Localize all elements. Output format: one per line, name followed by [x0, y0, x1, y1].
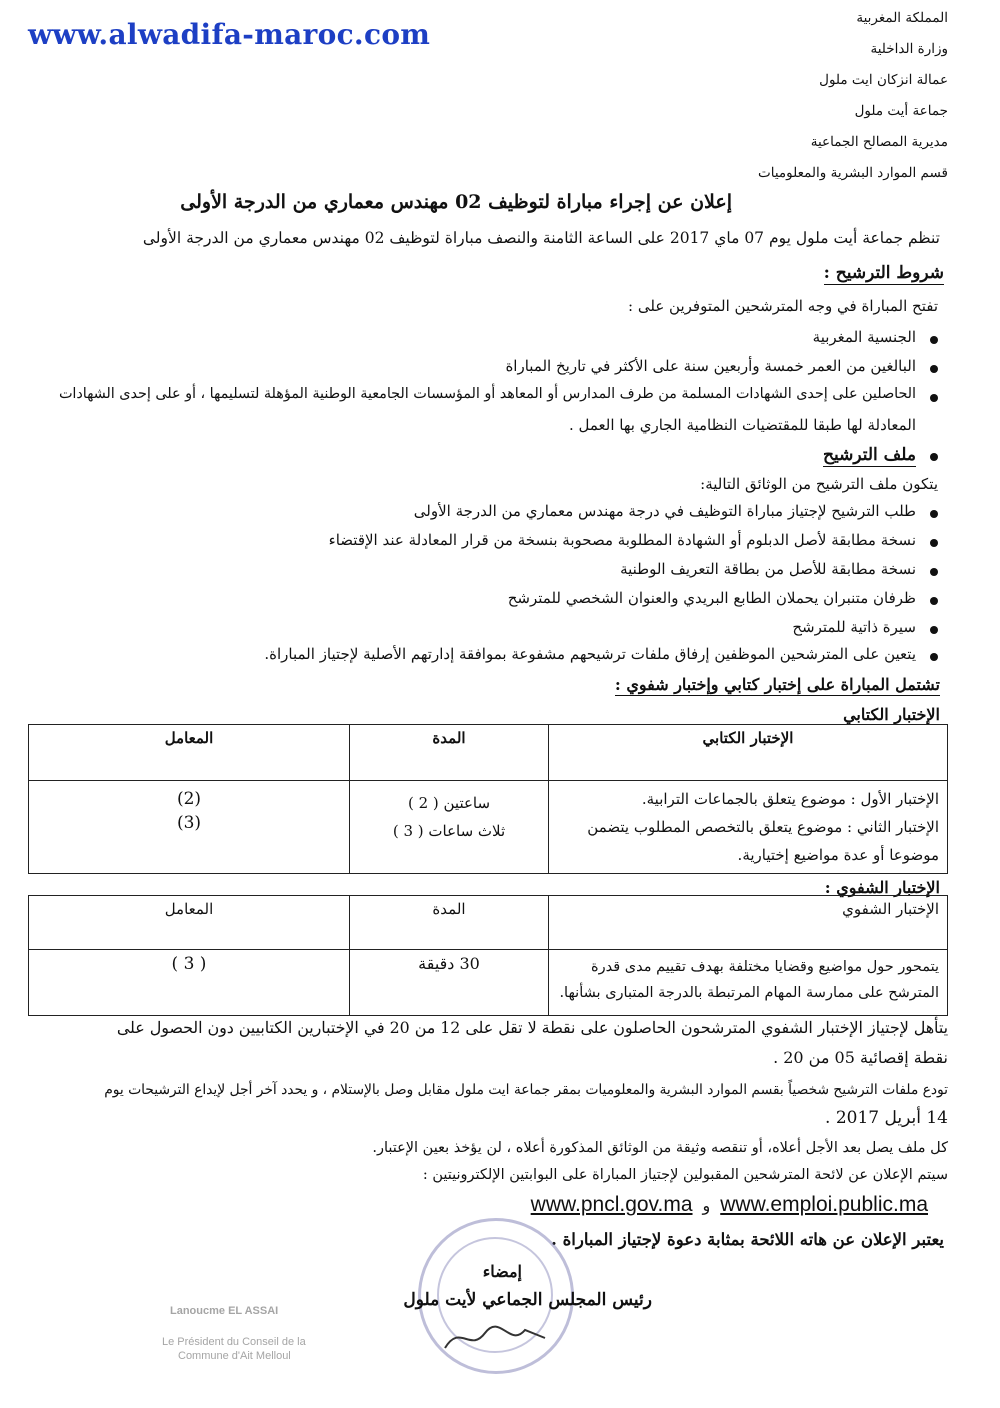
- file-item: نسخة مطابقة لأصل الدبلوم أو الشهادة المطلوبة مصحوبة بنسخة من قرار المعادلة عند الإقتضاء: [328, 531, 916, 549]
- header-directorate: مديرية المصالح الجماعية: [810, 134, 948, 150]
- oral-duration: 30 دقيقة: [350, 950, 549, 1016]
- invitation-note: يعتبر الإعلان عن هاته اللائحة بمثابة دعوة لإجتياز المباراة .: [551, 1230, 944, 1249]
- written-test-2-continued: موضوعا أو عدة مواضيع إختيارية.: [737, 846, 939, 864]
- written-test-table: [28, 724, 948, 874]
- file-item: سيرة ذاتية للمترشح: [792, 618, 916, 636]
- file-item: طلب الترشيح لإجتياز مباراة التوظيف في درجة مهندس معماري من الدرجة الأولى: [413, 502, 916, 520]
- deposit-line-1: تودع ملفات الترشيح شخصياً بقسم الموارد البشرية والمعلوميات بمقر جماعة ايت ملول مقابل وصل بالإستلام ، و يحدد آخر أجل لإيداع الترشيحات يوم: [104, 1082, 948, 1098]
- file-lead: يتكون ملف الترشيح من الوثائق التالية:: [700, 475, 938, 493]
- conditions-heading: شروط الترشيح :: [823, 263, 944, 283]
- faded-stamp-line-2: Commune d'Ait Melloul: [178, 1350, 291, 1362]
- oral-col-coefficient: المعامل: [29, 896, 350, 950]
- header-ministry: وزارة الداخلية: [870, 41, 948, 57]
- header-prefecture: عمالة انزكان ايت ملول: [819, 72, 948, 88]
- written-coefficient-1: (2): [176, 789, 202, 809]
- eligibility-line-1: يتأهل لإجتياز الإختبار الشفوي المترشحون الحاصلون على نقطة لا تقل على 12 من 20 في الإختبارين الكتابيين دون الحصول على: [116, 1018, 948, 1037]
- written-duration-1: ساعتين ( 2 ): [407, 794, 491, 812]
- eligibility-line-2: نقطة إقصائية 05 من 20 .: [773, 1048, 948, 1067]
- written-test-1: الإختبار الأول : موضوع يتعلق بالجماعات الترابية.: [641, 790, 939, 808]
- websites-conjunction: و: [702, 1196, 711, 1215]
- oral-description-cell: [549, 950, 948, 1016]
- condition-item: الجنسية المغربية: [812, 328, 916, 346]
- written-duration-2: ثلاث ساعات ( 3 ): [392, 822, 506, 840]
- watermark-url: www.alwadifa-maroc.com: [28, 18, 431, 51]
- conditions-lead: تفتح المباراة في وجه المترشحين المتوفرين على :: [628, 297, 938, 315]
- late-files-note: كل ملف يصل بعد الأجل أعلاه، أو تنقصه وثيقة من الوثائق المذكورة أعلاه ، لن يؤخذ بعين الإعتبار.: [372, 1140, 948, 1156]
- deposit-line-2: 14 أبريل 2017 .: [825, 1108, 948, 1128]
- condition-item: البالغين من العمر خمسة وأربعين سنة على الأكثر في تاريخ المباراة: [505, 357, 916, 375]
- written-test-2: الإختبار الثاني : موضوع يتعلق بالتخصص المطلوب يتضمن: [587, 818, 939, 836]
- file-item: ظرفان متنبران يحملان الطابع البريدي والعنوان الشخصي للمترشح: [507, 589, 916, 607]
- condition-item-continued: المعادلة لها طبقا للمقتضيات النظامية الجاري بها العمل .: [568, 416, 916, 434]
- website-emploi-link[interactable]: www.emploi.public.ma: [720, 1193, 928, 1216]
- header-kingdom: المملكة المغربية: [856, 10, 948, 26]
- written-col-duration: المدة: [350, 725, 549, 781]
- written-durations-cell: [350, 781, 549, 874]
- intro-line: تنظم جماعة أيت ملول يوم 07 ماي 2017 على الساعة الثامنة والنصف مباراة لتوظيف 02 مهندس معماري من الدرجة الأولى: [142, 229, 940, 247]
- faded-stamp-name: Lanoucme EL ASSAI: [170, 1305, 279, 1317]
- written-col-coefficient: المعامل: [29, 725, 350, 781]
- written-coefficients-cell: [29, 781, 350, 874]
- exam-heading: تشتمل المباراة على إختبار كتابي وإختبار شفوي :: [614, 675, 940, 694]
- file-heading: ملف الترشيح: [822, 445, 916, 465]
- website-pncl-link[interactable]: www.pncl.gov.ma: [530, 1193, 693, 1216]
- oral-col-test: الإختبار الشفوي: [549, 896, 948, 950]
- written-tests-cell: [549, 781, 948, 874]
- oral-test-table: [28, 895, 948, 1016]
- header-division: قسم الموارد البشرية والمعلوميات: [758, 165, 948, 181]
- written-heading: الإختبار الكتابي: [843, 705, 940, 724]
- oral-heading: الإختبار الشفوي :: [824, 878, 940, 897]
- header-commune: جماعة أيت ملول: [854, 103, 948, 119]
- signature-title: رئيس المجلس الجماعي لأيت ملول: [403, 1290, 652, 1310]
- oral-col-duration: المدة: [350, 896, 549, 950]
- publish-note: سيتم الإعلان عن لائحة المترشحين المقبولين لإجتياز المباراة على البوابتين الإلكترونيتين :: [422, 1167, 948, 1183]
- file-item: يتعين على المترشحين الموظفين إرفاق ملفات ترشيحهم مشفوعة بموافقة إدارتهم الأصلية لإجتياز المباراة.: [264, 645, 916, 663]
- written-coefficient-2: (3): [176, 813, 202, 833]
- websites-row: [531, 1193, 928, 1217]
- faded-stamp-line-1: Le Président du Conseil de la: [162, 1336, 306, 1348]
- written-col-test: الإختبار الكتابي: [549, 725, 948, 781]
- file-item: نسخة مطابقة للأصل من بطاقة التعريف الوطنية: [620, 560, 916, 578]
- oral-description-1: يتمحور حول مواضيع وقضايا مختلفة بهدف تقييم مدى قدرة: [591, 959, 939, 975]
- signature-label: إمضاء: [482, 1262, 522, 1281]
- oral-coefficient: ( 3 ): [29, 950, 350, 1016]
- oral-description-2: المترشح على ممارسة المهام المرتبطة بالدرجة المتبارى بشأنها.: [559, 985, 939, 1001]
- handwritten-signature-icon: [440, 1318, 550, 1358]
- condition-item: الحاصلين على إحدى الشهادات المسلمة من طرف المدارس أو المعاهد أو المؤسسات الجامعية الوطنية المؤهلة لتسليمها ، أو على إحدى الشهادات: [58, 386, 916, 402]
- announcement-title: إعلان عن إجراء مباراة لتوظيف 02 مهندس معماري من الدرجة الأولى: [180, 191, 732, 213]
